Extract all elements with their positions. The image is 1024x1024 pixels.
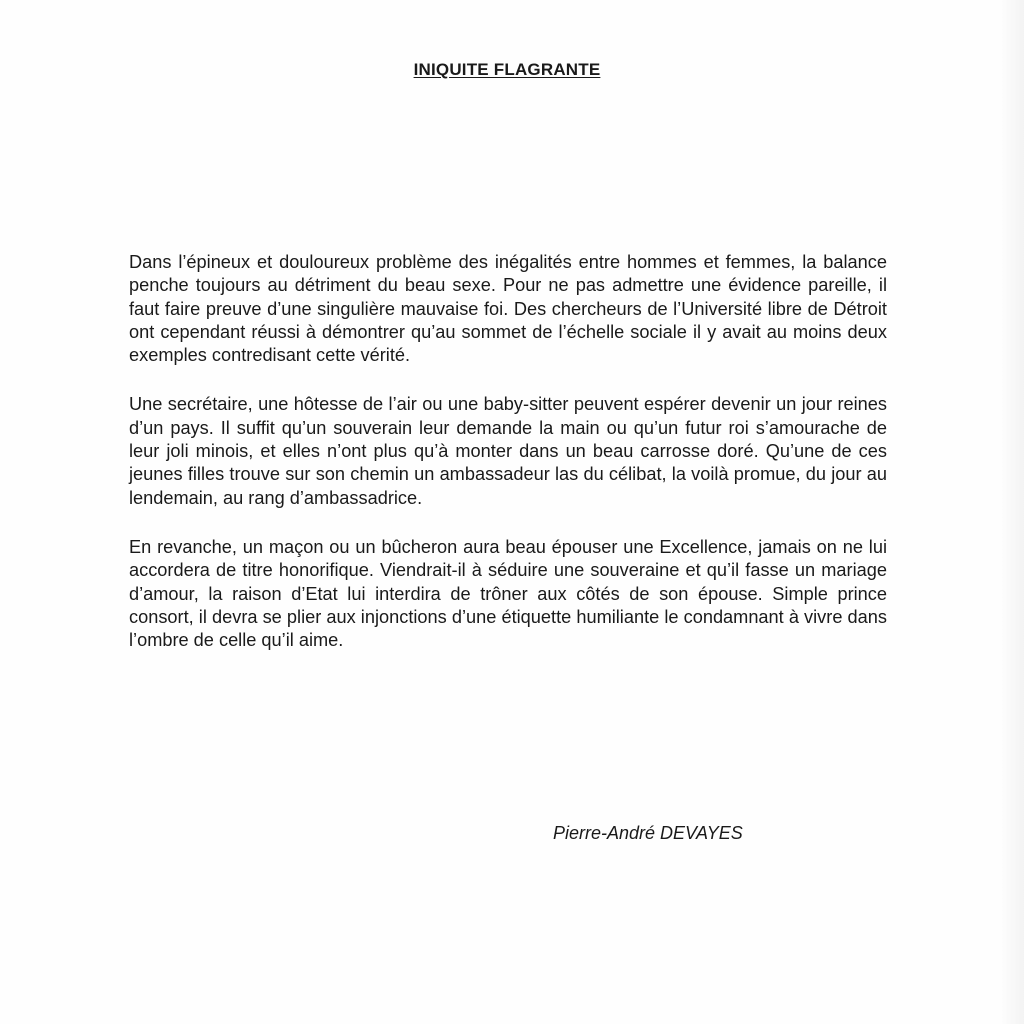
paragraph-1: Dans l’épineux et douloureux problème des inégalités entre hommes et femmes, la balance penche toujours au détriment du beau sexe. Pour ne pas admettre une évidence pareille, il faut faire preuve d’une singulière mauvaise foi. Des chercheurs de l’Université libre de Détroit ont cependant réussi à démontrer qu’au sommet de l’échelle sociale il y avait au moins deux exemples contredisant cette vérité. <box>129 252 887 366</box>
author-signature: Pierre-André DEVAYES <box>553 823 743 843</box>
paragraph-2: Une secrétaire, une hôtesse de l’air ou une baby-sitter peuvent espérer devenir un jour reines d’un pays. Il suffit qu’un souverain leur demande la main ou qu’un futur roi s’amourache de leur joli minois, et elles n’ont plus qu’à monter dans un beau carrosse doré. Qu’une de ces jeunes filles trouve sur son chemin un ambassadeur las du célibat, la voilà promue, du jour au lendemain, au rang d’ambassadrice. <box>129 394 887 508</box>
page-edge-shadow <box>1002 0 1024 1024</box>
document-body <box>129 251 887 678</box>
paragraph-3: En revanche, un maçon ou un bûcheron aura beau épouser une Excellence, jamais on ne lui accordera de titre honorifique. Viendrait-il à séduire une souveraine et qu’il fasse un mariage d’amour, la raison d’Etat lui interdira de trôner aux côtés de son épouse. Simple prince consort, il devra se plier aux injonctions d’une étiquette humiliante le condamnant à vivre dans l’ombre de celle qu’il aime. <box>129 536 887 651</box>
document-title: INIQUITE FLAGRANTE <box>413 60 601 79</box>
